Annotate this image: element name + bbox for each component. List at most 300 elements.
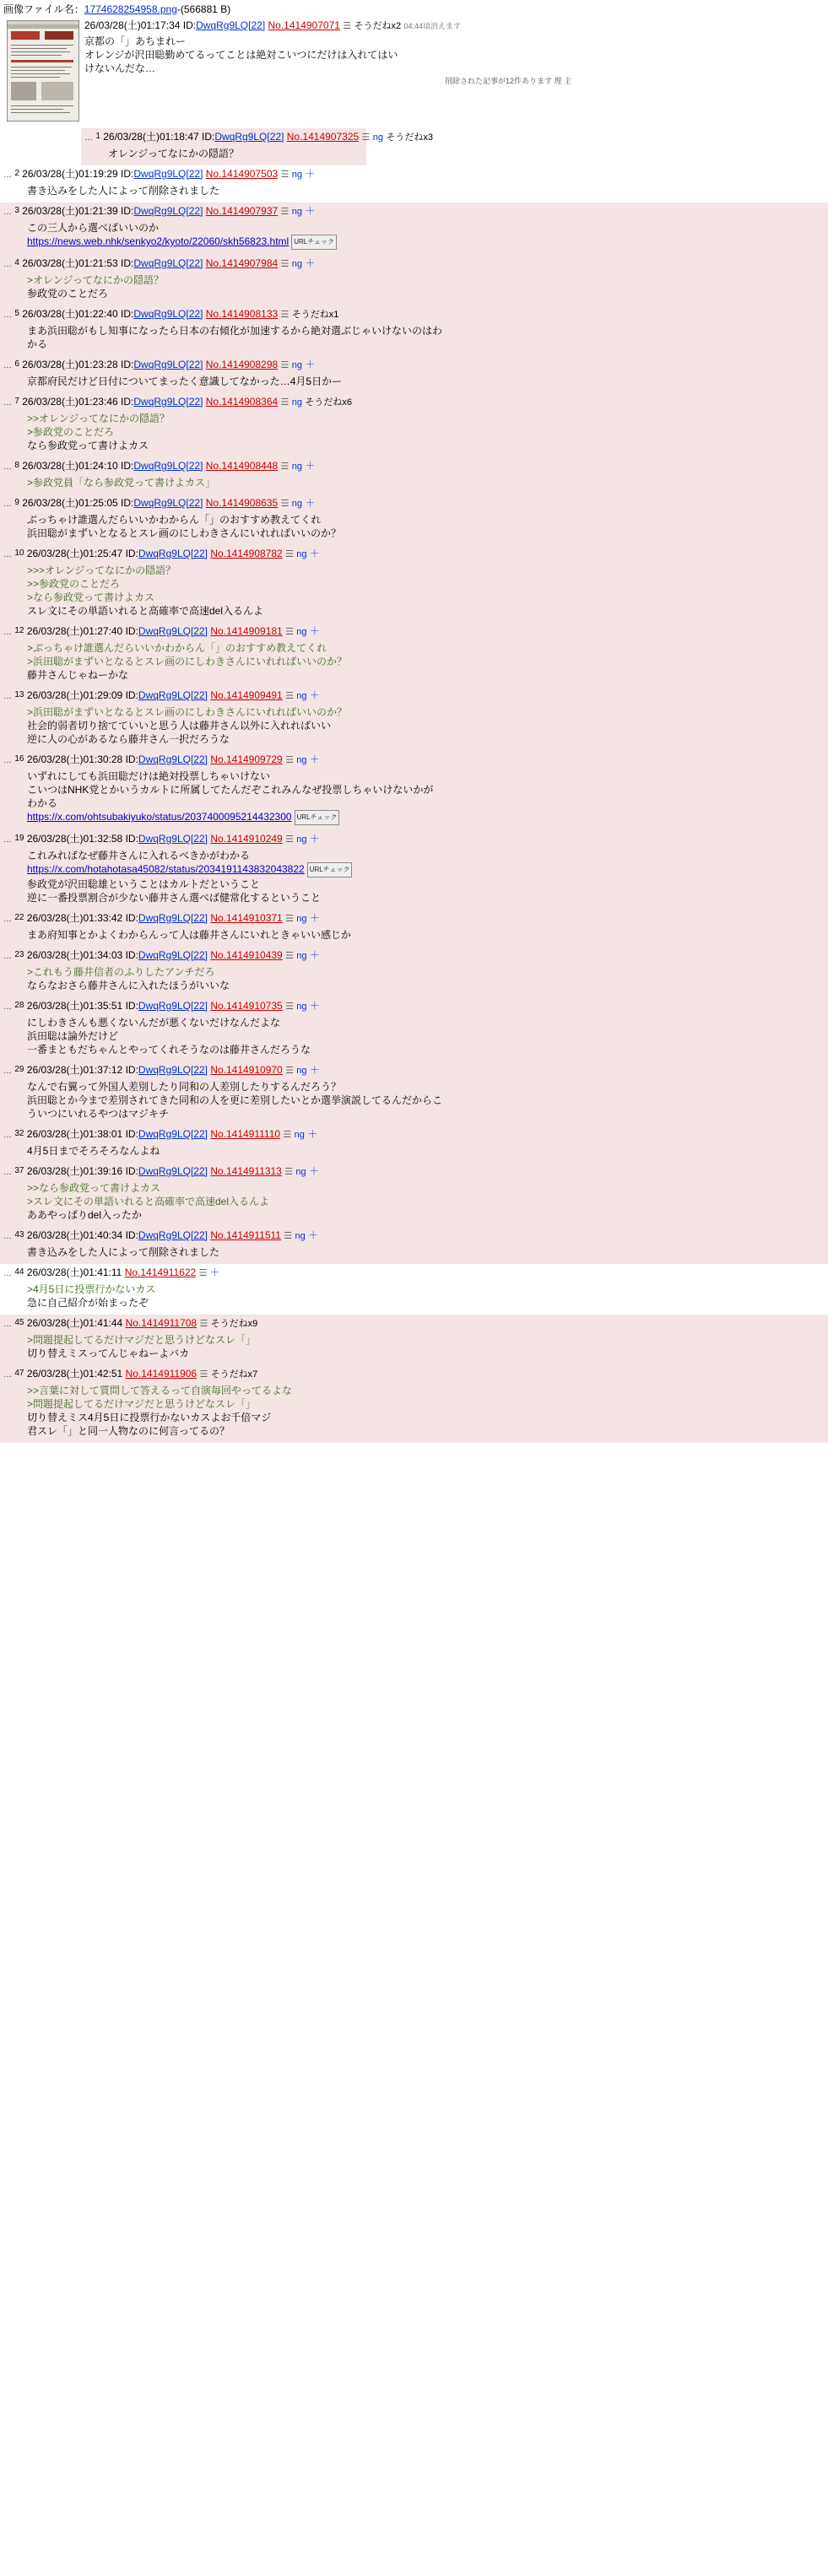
expand-button[interactable]: ＋ — [309, 912, 320, 924]
reply-number: 2 — [14, 169, 19, 178]
reply-body-line: 書き込みをした人によって削除されました — [27, 185, 220, 197]
reply-post — [0, 255, 828, 305]
reply-body-line: >問題提起してるだけマジだと思うけどなスレ「」 — [27, 1334, 257, 1346]
reply-id-label: ID: — [121, 205, 134, 217]
menu-icon[interactable]: ☰ — [280, 310, 290, 320]
expand-button[interactable]: ＋ — [309, 689, 320, 701]
sou-count: そうだねx7 — [210, 1369, 258, 1380]
op-sou-count: そうだねx2 — [354, 21, 402, 31]
menu-icon[interactable]: ☰ — [285, 951, 294, 961]
ng-button[interactable]: ng — [291, 259, 302, 269]
op-body-line: オレンジが沢田聡勤めてるってことは絶対こいつにだけは入れてはい — [84, 49, 398, 61]
reply-body-line: わかる — [27, 797, 58, 809]
reply-date: 26/03/28(土)01:37:12 — [26, 1064, 123, 1076]
reply-number: 6 — [14, 359, 19, 369]
reply-number: 16 — [14, 754, 24, 764]
expand-button[interactable]: ＋ — [305, 168, 316, 180]
reply-date: 26/03/28(土)01:33:42 — [26, 912, 123, 924]
reply-id-link[interactable]: DwqRg9LQ[22] — [133, 497, 203, 509]
reply-post — [0, 1227, 828, 1264]
reply-body-line: なら参政党って書けよカス — [27, 440, 149, 451]
reply-1-date: 26/03/28(土)01:18:47 — [103, 131, 199, 143]
url-check-badge[interactable]: URLチェック — [307, 862, 353, 878]
menu-icon[interactable]: ☰ — [285, 691, 294, 701]
op-thumbnail-wrap[interactable] — [7, 20, 79, 122]
reply-header — [3, 753, 825, 768]
reply-body — [27, 928, 825, 942]
reply-id-link[interactable]: DwqRg9LQ[22] — [133, 359, 203, 370]
ng-button[interactable]: ng — [291, 462, 302, 472]
reply-header — [3, 1229, 825, 1244]
menu-icon[interactable]: ☰ — [198, 1268, 208, 1278]
menu-icon[interactable]: ☰ — [280, 397, 290, 408]
reply-post — [0, 457, 828, 494]
reply-id-link[interactable]: DwqRg9LQ[22] — [133, 460, 203, 472]
reply-post — [0, 545, 828, 623]
reply-body — [27, 1144, 825, 1158]
external-link[interactable]: https://x.com/hotahotasa45082/status/2034191143832043822 — [27, 863, 305, 876]
dots-icon: … — [3, 1232, 12, 1241]
reply-id-label: ID: — [125, 548, 138, 559]
sou-count: そうだねx6 — [305, 397, 352, 408]
reply-body-line: にしわきさんも悪くないんだが悪くないだけなんだよな — [27, 1017, 281, 1029]
reply-body-line: ああやっぱりdel入ったか — [27, 1209, 143, 1221]
expand-button[interactable]: ＋ — [308, 1229, 319, 1241]
expand-button[interactable]: ＋ — [309, 833, 320, 845]
reply-number: 12 — [14, 626, 24, 635]
reply-id-label: ID: — [125, 1064, 138, 1076]
reply-id-label: ID: — [121, 308, 134, 320]
reply-id-link[interactable]: DwqRg9LQ[22] — [138, 949, 208, 961]
menu-icon[interactable]: ☰ — [283, 1130, 292, 1140]
menu-icon[interactable]: ☰ — [284, 1167, 294, 1177]
reply-no-link[interactable]: No.1414910249 — [210, 833, 283, 845]
reply-body — [27, 184, 825, 197]
reply-header — [3, 911, 825, 926]
reply-date: 26/03/28(土)01:25:05 — [22, 497, 118, 509]
reply-body-line: 参政党が沢田聡雄ということはカルトだということ — [27, 878, 261, 890]
expand-button[interactable]: ＋ — [309, 753, 320, 765]
op-thumbnail-image[interactable] — [7, 20, 79, 122]
dots-icon: … — [3, 1131, 12, 1140]
url-check-badge[interactable]: URLチェック — [291, 235, 337, 250]
op-body-line: 京都の「」あちまれー — [84, 35, 187, 47]
menu-icon[interactable]: ☰ — [284, 1231, 293, 1241]
reply-id-label: ID: — [125, 949, 138, 961]
deleted-note: 削除された記事が12件あります 理 主 — [444, 77, 571, 85]
expand-button[interactable]: ＋ — [309, 1064, 320, 1076]
dots-icon: … — [3, 1320, 12, 1329]
menu-icon[interactable]: ☰ — [285, 755, 294, 765]
op-id-label: ID: — [182, 19, 197, 31]
ng-button[interactable]: ng — [372, 132, 383, 143]
reply-header — [3, 832, 825, 847]
reply-date: 26/03/28(土)01:24:10 — [22, 460, 118, 472]
expand-button[interactable]: ＋ — [305, 497, 316, 509]
menu-icon[interactable]: ☰ — [343, 21, 352, 31]
menu-icon[interactable]: ☰ — [285, 1002, 294, 1012]
reply-number: 47 — [14, 1369, 24, 1378]
reply-body-line: 4月5日までそろそろなんよね — [27, 1145, 160, 1157]
reply-no-link[interactable]: No.1414907984 — [205, 257, 279, 269]
file-header-label: 画像ファイル名： — [3, 3, 84, 15]
reply-no-link[interactable]: No.1414908133 — [205, 308, 279, 320]
reply-id-label: ID: — [125, 1165, 138, 1177]
file-size: -(566881 B) — [176, 3, 231, 15]
reply-id-link[interactable]: DwqRg9LQ[22] — [138, 689, 208, 701]
reply-id-link[interactable]: DwqRg9LQ[22] — [138, 625, 208, 637]
ng-button[interactable]: ng — [295, 1231, 306, 1241]
reply-date: 26/03/28(土)01:35:51 — [26, 1000, 123, 1012]
reply-header — [3, 1164, 825, 1180]
ng-button[interactable]: ng — [296, 1066, 307, 1076]
sou-count: そうだねx1 — [291, 310, 339, 320]
dots-icon: … — [3, 1067, 12, 1076]
reply-body — [27, 1016, 825, 1056]
reply-id-link[interactable]: DwqRg9LQ[22] — [133, 168, 203, 180]
ng-button[interactable]: ng — [295, 1167, 306, 1177]
reply-date: 26/03/28(土)01:40:34 — [26, 1229, 123, 1241]
reply-id-link[interactable]: DwqRg9LQ[22] — [133, 308, 203, 320]
reply-body-line: 参政党のことだろ — [27, 288, 109, 300]
reply-number: 10 — [14, 548, 24, 558]
reply-date: 26/03/28(土)01:42:51 — [26, 1368, 123, 1380]
reply-no-link[interactable]: No.1414910970 — [210, 1064, 283, 1076]
reply-id-link[interactable]: DwqRg9LQ[22] — [133, 205, 203, 217]
dots-icon: … — [3, 550, 12, 559]
reply-body — [27, 965, 825, 992]
reply-date: 26/03/28(土)01:41:11 — [26, 1266, 122, 1278]
reply-body — [27, 1181, 825, 1222]
reply-post — [0, 305, 828, 356]
reply-body-line: >なら参政党って書けよカス — [27, 591, 155, 603]
reply-post — [0, 1163, 828, 1227]
expand-button[interactable]: ＋ — [307, 1128, 318, 1140]
expand-button[interactable]: ＋ — [209, 1266, 220, 1278]
reply-body — [27, 705, 825, 746]
reply-id-link[interactable]: DwqRg9LQ[22] — [138, 1064, 208, 1076]
reply-body-line: 浜田聡とか今まで差別されてきた同和の人を更に差別したいとか選挙演説してるんだからこ — [27, 1094, 443, 1106]
reply-body — [27, 476, 825, 489]
reply-id-label: ID: — [121, 168, 134, 180]
reply-date: 26/03/28(土)01:27:40 — [26, 625, 123, 637]
dots-icon: … — [3, 500, 12, 509]
expand-button[interactable]: ＋ — [305, 359, 316, 370]
reply-id-link[interactable]: DwqRg9LQ[22] — [138, 833, 208, 845]
dots-icon: … — [3, 835, 12, 845]
reply-body-line: 京都府民だけど日付についてまったく意識してなかった…4月5日かー — [27, 375, 343, 387]
reply-number: 13 — [14, 690, 24, 699]
reply-body-line: >>>オレンジってなにかの隠語？ — [27, 564, 176, 576]
reply-body-line: >オレンジってなにかの隠語？ — [27, 274, 165, 286]
reply-id-label: ID: — [121, 257, 134, 269]
reply-no-link[interactable]: No.1414908782 — [210, 548, 283, 559]
op-no-link[interactable]: No.1414907071 — [268, 19, 340, 31]
ng-button[interactable]: ng — [296, 627, 307, 637]
reply-body — [27, 564, 825, 618]
reply-body — [27, 273, 825, 300]
ng-button[interactable]: ng — [296, 549, 307, 559]
ng-button[interactable]: ng — [296, 1002, 307, 1012]
expand-button[interactable]: ＋ — [309, 949, 320, 961]
reply-post — [0, 494, 828, 545]
reply-number: 3 — [14, 206, 19, 215]
reply-id-link[interactable]: DwqRg9LQ[22] — [138, 1128, 208, 1140]
reply-body-line: これみればなぜ藤井さんに入れるべきかがわかる — [27, 850, 251, 861]
dots-icon: … — [3, 398, 12, 408]
reply-1-header — [84, 130, 433, 145]
reply-date: 26/03/28(土)01:34:03 — [26, 949, 123, 961]
reply-no-link[interactable]: No.1414911110 — [210, 1128, 281, 1140]
reply-id-label: ID: — [125, 912, 138, 924]
menu-icon[interactable]: ☰ — [361, 132, 371, 143]
reply-number: 32 — [14, 1129, 24, 1138]
reply-date: 26/03/28(土)01:23:28 — [22, 359, 118, 370]
reply-body — [27, 375, 825, 388]
file-header — [0, 0, 828, 17]
reply-id-link[interactable]: DwqRg9LQ[22] — [133, 257, 203, 269]
reply-no-link[interactable]: No.1414911622 — [124, 1266, 197, 1278]
url-check-badge[interactable]: URLチェック — [295, 810, 340, 825]
reply-no-link[interactable]: No.1414911906 — [125, 1368, 198, 1380]
reply-body — [27, 1283, 825, 1310]
op-date: 26/03/28(土)01:17:34 — [84, 19, 181, 31]
reply-header — [3, 1127, 825, 1142]
menu-icon[interactable]: ☰ — [280, 499, 290, 509]
dots-icon: … — [3, 208, 12, 217]
expand-button[interactable]: ＋ — [309, 548, 320, 559]
reply-body-line: 逆に人の心があるなら藤井さん一択だろうな — [27, 733, 230, 745]
reply-body-line: ぶっちゃけ誰選んだらいいかわからん「」のおすすめ教えてくれ — [27, 514, 322, 526]
reply-header — [3, 358, 825, 373]
external-link[interactable]: https://news.web.nhk/senkyo2/kyoto/22060/skh56823.html — [27, 235, 290, 248]
reply-header — [3, 395, 825, 410]
reply-header — [3, 948, 825, 964]
reply-no-link[interactable]: No.1414909491 — [210, 689, 283, 701]
reply-no-link[interactable]: No.1414910371 — [210, 912, 283, 924]
expand-button[interactable]: ＋ — [305, 460, 316, 472]
reply-number: 23 — [14, 950, 24, 959]
reply-body — [27, 221, 825, 250]
op-header — [84, 19, 825, 33]
dots-icon: … — [3, 311, 12, 320]
reply-date: 26/03/28(土)01:21:39 — [22, 205, 118, 217]
ng-button[interactable]: ng — [291, 207, 302, 217]
reply-date: 26/03/28(土)01:39:16 — [26, 1165, 123, 1177]
reply-body-line: >>参政党のことだろ — [27, 578, 121, 590]
menu-icon[interactable]: ☰ — [199, 1369, 208, 1380]
ng-button[interactable]: ng — [291, 397, 302, 408]
reply-id-label: ID: — [125, 833, 138, 845]
op-id-link[interactable]: DwqRg9LQ[22] — [196, 19, 266, 31]
reply-body-line: 逆に一番投票割合が少ない藤井さん選べば健常化するということ — [27, 892, 322, 904]
reply-header — [3, 547, 825, 562]
dots-icon: … — [84, 133, 93, 143]
reply-id-link[interactable]: DwqRg9LQ[22] — [133, 396, 203, 408]
expand-button[interactable]: ＋ — [305, 257, 316, 269]
reply-post — [0, 165, 828, 203]
reply-number: 44 — [14, 1267, 24, 1277]
reply-header — [3, 204, 825, 219]
expand-button[interactable]: ＋ — [305, 205, 316, 217]
reply-body-line: 切り替えミスってんじゃねーよバカ — [27, 1347, 190, 1359]
reply-date: 26/03/28(土)01:22:40 — [22, 308, 118, 320]
reply-date: 26/03/28(土)01:23:46 — [22, 396, 118, 408]
menu-icon[interactable]: ☰ — [280, 462, 290, 472]
reply-id-label: ID: — [121, 497, 134, 509]
dots-icon: … — [3, 1002, 12, 1012]
reply-id-label: ID: — [121, 396, 134, 408]
reply-body — [27, 412, 825, 452]
reply-post — [0, 356, 828, 393]
dots-icon: … — [3, 1269, 12, 1278]
reply-no-link[interactable]: No.1414907937 — [205, 205, 279, 217]
op-post — [0, 17, 828, 128]
reply-no-link[interactable]: No.1414910439 — [210, 949, 283, 961]
ng-button[interactable]: ng — [296, 834, 307, 845]
reply-date: 26/03/28(土)01:38:01 — [26, 1128, 123, 1140]
op-expire-time: 04:44頃消えます — [403, 22, 461, 30]
reply-no-link[interactable]: No.1414908635 — [205, 497, 279, 509]
reply-header — [3, 999, 825, 1014]
ng-button[interactable]: ng — [296, 755, 307, 765]
dots-icon: … — [3, 952, 12, 961]
reply-date: 26/03/28(土)01:32:58 — [26, 833, 123, 845]
reply-body-line: 一番まともだちゃんとやってくれそうなのは藤井さんだろうな — [27, 1044, 311, 1056]
reply-post — [0, 1126, 828, 1163]
reply-list — [0, 165, 828, 1443]
reply-no-link[interactable]: No.1414911313 — [210, 1165, 282, 1177]
reply-post — [0, 1365, 828, 1443]
reply-post — [0, 947, 828, 997]
reply-number: 37 — [14, 1166, 24, 1175]
menu-icon[interactable]: ☰ — [280, 207, 290, 217]
reply-body-line: >参政党員「なら参政党って書けよカス」 — [27, 477, 216, 489]
reply-id-link[interactable]: DwqRg9LQ[22] — [138, 1000, 208, 1012]
reply-no-link[interactable]: No.1414908364 — [205, 396, 279, 408]
reply-post — [0, 751, 828, 830]
reply-date: 26/03/28(土)01:29:09 — [26, 689, 123, 701]
reply-body-line: 書き込みをした人によって削除されました — [27, 1246, 220, 1258]
dots-icon: … — [3, 692, 12, 701]
reply-body-line: >スレ文にその単語いれると高確率で高速del入るんよ — [27, 1196, 270, 1207]
ng-button[interactable]: ng — [291, 170, 302, 180]
op-content — [84, 19, 825, 86]
reply-id-link[interactable]: DwqRg9LQ[22] — [138, 548, 208, 559]
menu-icon[interactable]: ☰ — [285, 834, 294, 845]
dots-icon: … — [3, 462, 12, 472]
reply-no-link[interactable]: No.1414909181 — [210, 625, 283, 637]
reply-id-link[interactable]: DwqRg9LQ[22] — [138, 912, 208, 924]
reply-body — [27, 770, 825, 825]
menu-icon[interactable]: ☰ — [280, 360, 290, 370]
reply-date: 26/03/28(土)01:25:47 — [26, 548, 123, 559]
reply-body-line: >>言葉に対して質問して答えるって自演毎回やってるよな — [27, 1385, 293, 1396]
reply-body — [27, 1333, 825, 1360]
expand-button[interactable]: ＋ — [309, 1165, 320, 1177]
reply-id-link[interactable]: DwqRg9LQ[22] — [138, 1165, 208, 1177]
ng-button[interactable]: ng — [294, 1130, 305, 1140]
reply-id-label: ID: — [125, 1128, 138, 1140]
reply-id-label: ID: — [125, 1229, 138, 1241]
reply-body — [27, 1384, 825, 1438]
reply-1-id-label: ID: — [202, 131, 215, 143]
reply-body-line: ならなおさら藤井さんに入れたほうがいいな — [27, 980, 230, 991]
menu-icon[interactable]: ☰ — [285, 1066, 294, 1076]
reply-body-line: スレ文にその単語いれると高確率で高速del入るんよ — [27, 605, 264, 617]
reply-no-link[interactable]: No.1414909729 — [210, 753, 283, 765]
reply-no-link[interactable]: No.1414908298 — [205, 359, 279, 370]
reply-id-label: ID: — [125, 753, 138, 765]
menu-icon[interactable]: ☰ — [285, 549, 294, 559]
reply-1-id-link[interactable]: DwqRg9LQ[22] — [214, 131, 284, 143]
ng-button[interactable]: ng — [296, 914, 307, 924]
reply-body-line: >>オレンジってなにかの隠語？ — [27, 413, 170, 424]
menu-icon[interactable]: ☰ — [285, 914, 294, 924]
ng-button[interactable]: ng — [296, 951, 307, 961]
ng-button[interactable]: ng — [296, 691, 307, 701]
dots-icon: … — [3, 1168, 12, 1177]
ng-button[interactable]: ng — [291, 499, 302, 509]
reply-body-line: >問題提起してるだけマジだと思うけどなスレ「」 — [27, 1398, 257, 1410]
menu-icon[interactable]: ☰ — [280, 259, 290, 269]
reply-post — [0, 203, 828, 255]
reply-header — [3, 167, 825, 182]
expand-button[interactable]: ＋ — [309, 625, 320, 637]
reply-body — [27, 641, 825, 682]
reply-body-line: 藤井さんじゃねーかな — [27, 669, 129, 681]
external-link[interactable]: https://x.com/ohtsubakiyuko/status/2037400095214432300 — [27, 811, 292, 824]
reply-body-line: >浜田聡がまずいとなるとスレ画のにしわきさんにいれればいいのか？ — [27, 656, 348, 667]
reply-number: 8 — [14, 461, 19, 470]
reply-no-link[interactable]: No.1414907503 — [205, 168, 279, 180]
reply-body-line: いずれにしても浜田聡だけは絶対投票しちゃいけない — [27, 770, 271, 782]
reply-body-line: 社会的弱者切り捨てていいと思う人は藤井さん以外に入れればいい — [27, 720, 332, 732]
dots-icon: … — [3, 756, 12, 765]
reply-no-link[interactable]: No.1414911708 — [125, 1317, 198, 1329]
menu-icon[interactable]: ☰ — [199, 1319, 208, 1329]
reply-header — [3, 689, 825, 704]
reply-post — [0, 393, 828, 457]
reply-id-link[interactable]: DwqRg9LQ[22] — [138, 753, 208, 765]
reply-post — [0, 1264, 828, 1315]
ng-button[interactable]: ng — [291, 360, 302, 370]
reply-body-line: 浜田聡は論外だけど — [27, 1030, 119, 1042]
menu-icon[interactable]: ☰ — [285, 627, 294, 637]
reply-body-line: ういつにいれるやつはマジキチ — [27, 1108, 170, 1120]
reply-1-sou-count: そうだねx3 — [386, 132, 433, 143]
reply-body-line: 君スレ「」と同一人物なのに何言ってるの？ — [27, 1425, 230, 1437]
reply-no-link[interactable]: No.1414911511 — [210, 1229, 281, 1241]
menu-icon[interactable]: ☰ — [280, 170, 290, 180]
file-link[interactable]: 1774628254958.png — [84, 3, 177, 15]
reply-date: 26/03/28(土)01:19:29 — [22, 168, 118, 180]
reply-body — [27, 513, 825, 540]
reply-1-no-link[interactable]: No.1414907325 — [286, 131, 360, 143]
reply-id-link[interactable]: DwqRg9LQ[22] — [138, 1229, 208, 1241]
reply-body-line: >ぶっちゃけ誰選んだらいいかわからん「」のおすすめ教えてくれ — [27, 642, 327, 654]
reply-body — [27, 849, 825, 905]
reply-header — [3, 496, 825, 511]
reply-no-link[interactable]: No.1414908448 — [205, 460, 279, 472]
expand-button[interactable]: ＋ — [309, 1000, 320, 1012]
reply-post — [0, 1315, 828, 1365]
reply-no-link[interactable]: No.1414910735 — [210, 1000, 283, 1012]
reply-header — [3, 1316, 825, 1331]
reply-number: 9 — [14, 498, 19, 507]
reply-body — [27, 324, 825, 351]
dots-icon: … — [3, 628, 12, 637]
